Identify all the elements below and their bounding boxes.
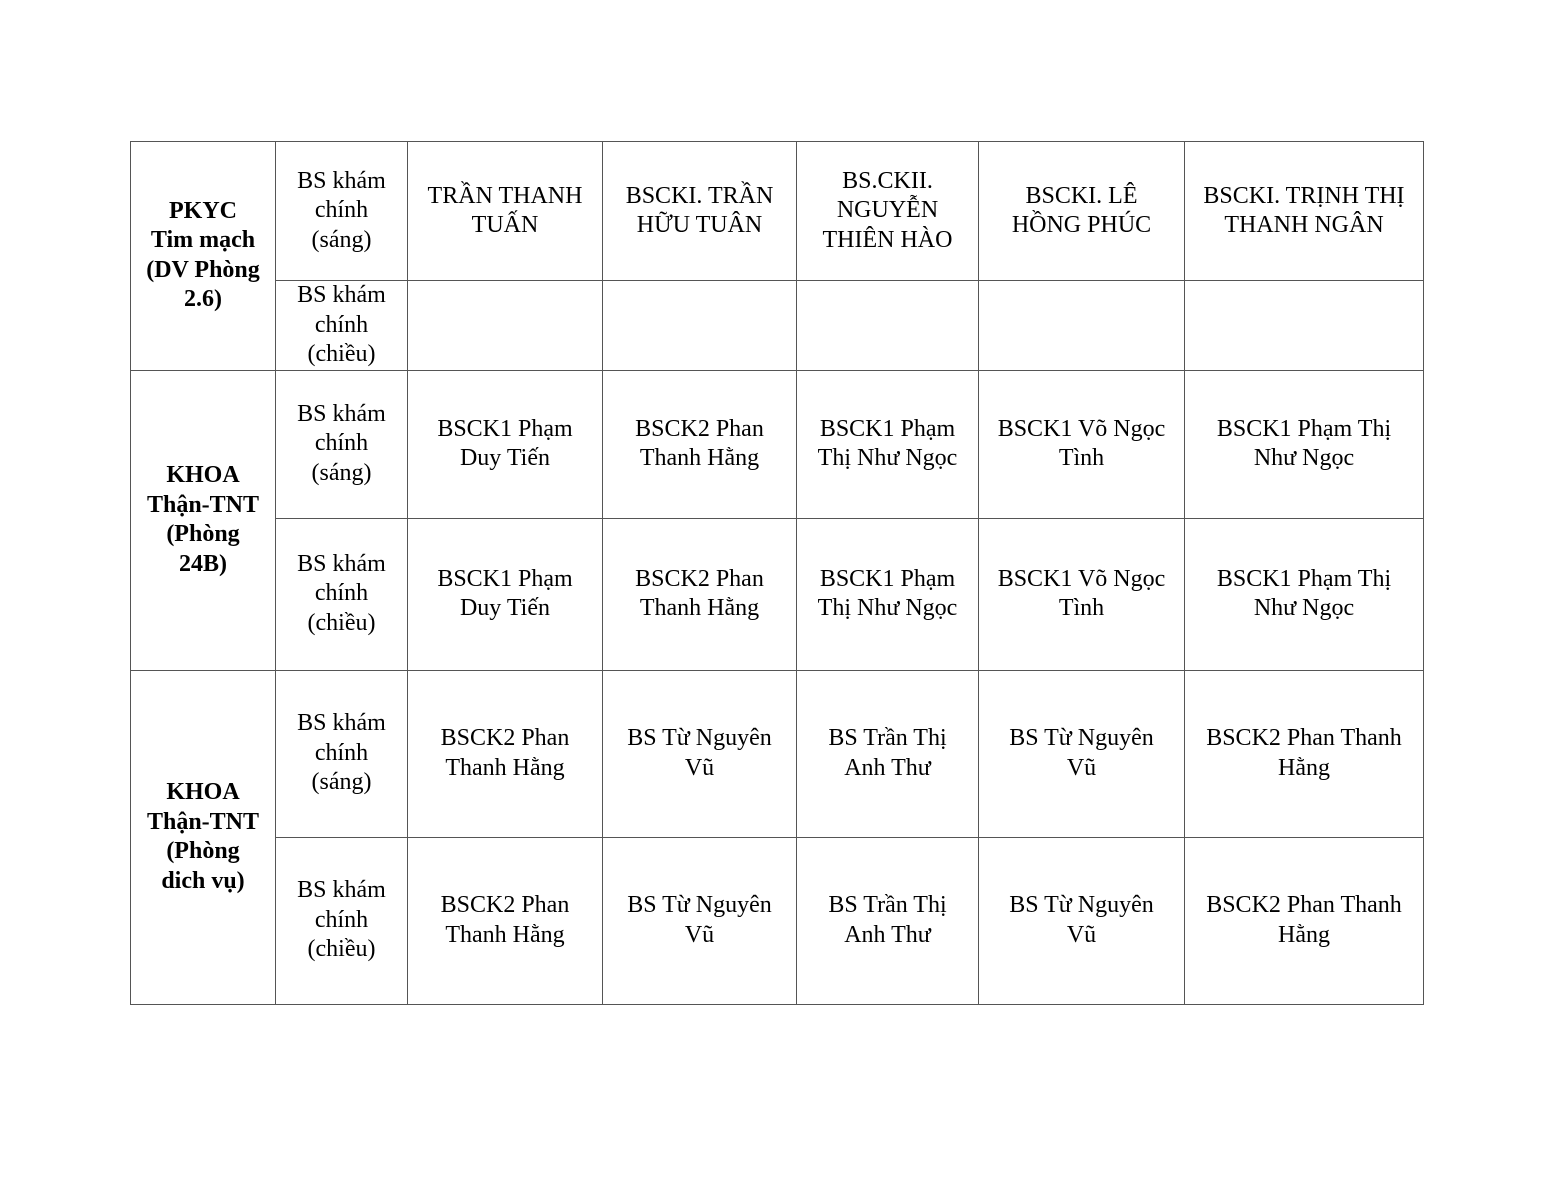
department-cell	[131, 670, 276, 1004]
doctor-name-line: Vũ	[684, 921, 715, 948]
doctor-cell	[979, 142, 1185, 281]
doctor-schedule-table	[130, 141, 1424, 1005]
table-row	[131, 370, 1424, 518]
shift-role-line: (sáng)	[311, 226, 372, 253]
department-line: 24B)	[179, 550, 227, 577]
doctor-name-line: HỮU TUÂN	[636, 212, 763, 238]
shift-role-line: BS khám	[297, 400, 386, 427]
doctor-name-line: Thanh Hằng	[639, 445, 760, 471]
doctor-cell	[408, 518, 603, 670]
doctor-cell	[979, 837, 1185, 1004]
department-line: Thận-TNT	[146, 491, 260, 518]
doctor-cell	[408, 281, 603, 371]
shift-role-line: BS khám	[297, 282, 386, 308]
doctor-name-line: NGUYỄN	[836, 197, 939, 224]
doctor-cell	[979, 670, 1185, 837]
department-line: Tim mạch	[150, 227, 256, 254]
doctor-cell	[603, 370, 797, 518]
doctor-name-line: BSCK1 Phạm Thị	[1216, 565, 1392, 592]
department-line: (DV Phòng	[146, 256, 260, 283]
department-line: Thận-TNT	[146, 808, 260, 835]
shift-role-line: (chiều)	[307, 936, 376, 963]
doctor-cell	[603, 518, 797, 670]
doctor-name-line: Tình	[1058, 595, 1105, 621]
shift-role-line: chính	[314, 739, 369, 766]
doctor-name-line: Thanh Hằng	[639, 595, 760, 621]
shift-role-cell	[276, 370, 408, 518]
doctor-name-line: BSCK2 Phan Thanh	[1206, 892, 1402, 918]
table-row	[131, 837, 1424, 1004]
shift-role-line: chính	[314, 197, 369, 224]
table-row	[131, 142, 1424, 281]
doctor-cell	[797, 142, 979, 281]
doctor-name-line: BS.CKII.	[842, 167, 933, 194]
shift-role-line: BS khám	[297, 710, 386, 737]
doctor-name-line: BS Từ Nguyên	[1009, 725, 1154, 751]
department-line: PKYC	[169, 197, 237, 224]
doctor-name-line: Vũ	[1066, 754, 1097, 781]
shift-role-line: chính	[314, 311, 369, 338]
doctor-name-line: BSCKI. TRỊNH THỊ	[1203, 182, 1405, 209]
doctor-cell	[797, 518, 979, 670]
doctor-name-line: Anh Thư	[844, 921, 931, 948]
doctor-cell	[979, 281, 1185, 371]
doctor-cell	[797, 281, 979, 371]
doctor-name-line: Thanh Hằng	[445, 921, 565, 948]
shift-role-cell	[276, 518, 408, 670]
doctor-name-line: Hằng	[1278, 754, 1330, 781]
doctor-cell	[603, 281, 797, 371]
doctor-name-line: Duy Tiến	[459, 595, 551, 621]
doctor-cell	[1185, 370, 1424, 518]
doctor-name-line: BS Từ Nguyên	[627, 725, 772, 751]
doctor-name-line: HỒNG PHÚC	[1011, 212, 1152, 238]
doctor-name-line: BS Trần Thị	[828, 725, 947, 751]
doctor-cell	[797, 370, 979, 518]
table-row	[131, 670, 1424, 837]
doctor-cell	[603, 670, 797, 837]
doctor-cell	[603, 837, 797, 1004]
doctor-name-line: Thị Như Ngọc	[817, 445, 958, 471]
doctor-name-line: BSCK2 Phan	[440, 892, 570, 918]
doctor-name-line: BSCK2 Phan	[635, 565, 764, 592]
doctor-name-line: BSCK1 Võ Ngọc	[997, 565, 1166, 592]
doctor-name-line: BSCK2 Phan	[635, 415, 764, 442]
shift-role-line: chính	[314, 430, 369, 457]
doctor-name-line: Vũ	[1066, 921, 1097, 948]
doctor-name-line: BSCK1 Phạm	[437, 415, 573, 442]
doctor-name-line: BSCK1 Phạm	[819, 415, 956, 442]
doctor-name-line: BSCK1 Phạm Thị	[1216, 415, 1392, 442]
doctor-cell	[1185, 837, 1424, 1004]
doctor-name-line: BSCK1 Võ Ngọc	[997, 415, 1166, 442]
shift-role-line: (sáng)	[311, 459, 372, 486]
doctor-name-line: THIÊN HÀO	[822, 226, 953, 253]
doctor-name-line: BS Từ Nguyên	[1009, 892, 1154, 918]
doctor-name-line: BSCK1 Phạm	[819, 565, 956, 592]
doctor-name-line: TRẦN THANH	[427, 182, 583, 209]
doctor-name-line: BSCK1 Phạm	[437, 565, 573, 592]
department-line: 2.6)	[184, 286, 222, 313]
shift-role-cell	[276, 281, 408, 371]
doctor-name-line: Như Ngọc	[1253, 445, 1355, 471]
department-line: KHOA	[166, 779, 240, 805]
schedule-body	[131, 142, 1424, 1005]
doctor-name-line: Hằng	[1278, 921, 1330, 948]
doctor-name-line: THANH NGÂN	[1224, 212, 1384, 238]
doctor-cell	[408, 670, 603, 837]
department-cell	[131, 142, 276, 371]
doctor-cell	[1185, 670, 1424, 837]
doctor-name-line: BS Từ Nguyên	[627, 892, 772, 918]
doctor-cell	[979, 518, 1185, 670]
department-line: dich vụ)	[161, 867, 245, 894]
shift-role-line: BS khám	[297, 877, 386, 904]
department-cell	[131, 370, 276, 670]
doctor-name-line: Anh Thư	[844, 754, 931, 781]
doctor-cell	[797, 837, 979, 1004]
doctor-name-line: BSCKI. TRẦN	[625, 182, 774, 209]
doctor-cell	[408, 370, 603, 518]
table-row	[131, 281, 1424, 371]
table-row	[131, 518, 1424, 670]
doctor-cell	[1185, 281, 1424, 371]
doctor-name-line: BSCK2 Phan Thanh	[1206, 725, 1402, 751]
shift-role-line: chính	[314, 906, 369, 933]
doctor-name-line: Vũ	[684, 754, 715, 781]
department-line: (Phòng	[166, 838, 240, 864]
shift-role-line: (chiều)	[307, 609, 376, 636]
shift-role-line: BS khám	[297, 167, 386, 194]
shift-role-line: BS khám	[297, 550, 386, 577]
doctor-name-line: Duy Tiến	[459, 445, 551, 471]
doctor-cell	[603, 142, 797, 281]
shift-role-cell	[276, 670, 408, 837]
doctor-name-line: BS Trần Thị	[828, 892, 947, 918]
doctor-cell	[408, 837, 603, 1004]
doctor-cell	[408, 142, 603, 281]
doctor-name-line: Tình	[1058, 445, 1105, 471]
shift-role-cell	[276, 142, 408, 281]
doctor-name-line: Thị Như Ngọc	[817, 595, 958, 621]
doctor-name-line: TUẤN	[471, 212, 539, 238]
shift-role-line: (sáng)	[311, 769, 372, 796]
shift-role-line: (chiều)	[307, 341, 376, 367]
doctor-name-line: Như Ngọc	[1253, 595, 1355, 621]
shift-role-line: chính	[314, 580, 369, 607]
shift-role-cell	[276, 837, 408, 1004]
doctor-name-line: Thanh Hằng	[445, 754, 565, 781]
department-line: KHOA	[166, 462, 240, 488]
doctor-cell	[1185, 518, 1424, 670]
doctor-name-line: BSCK2 Phan	[440, 725, 570, 751]
doctor-cell	[979, 370, 1185, 518]
doctor-cell	[797, 670, 979, 837]
doctor-name-line: BSCKI. LÊ	[1025, 182, 1138, 209]
department-line: (Phòng	[166, 521, 240, 547]
doctor-cell	[1185, 142, 1424, 281]
